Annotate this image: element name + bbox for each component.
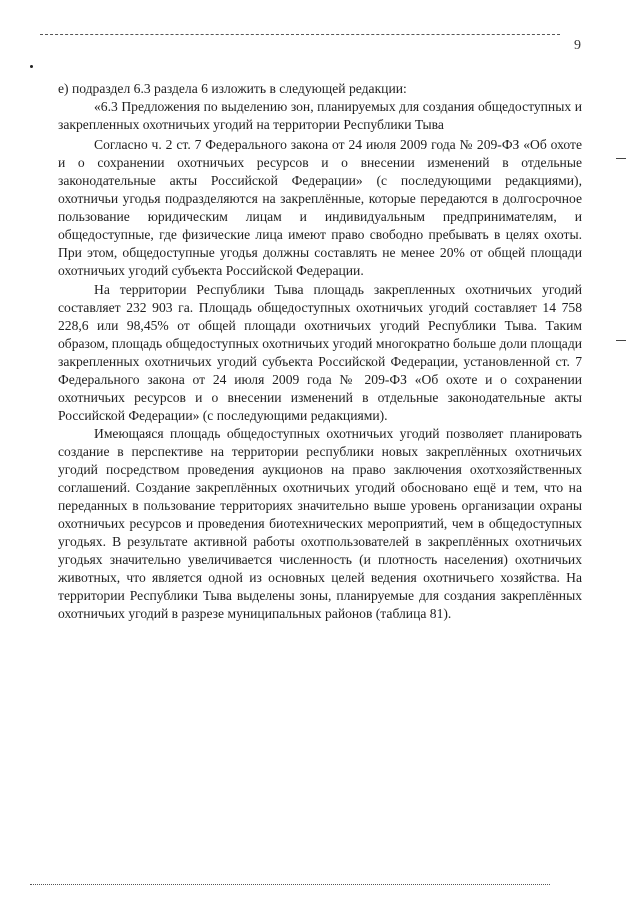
- body-paragraph-2: На территории Республики Тыва площадь закрепленных охотничьих угодий составляет 232 903 га. Площадь общедоступных охотничьих угодий составляет 14 758 228,6 или 98,45% от общей площади охотничьих угодий Республики Тыва. Таким образом, площадь общедоступных охотничьих угодий многократно больше доли площади закрепленных охотничьих угодий субъекта Российской Федерации, установленной ст. 7 Федерального закона от 24 июля 2009 года № 209-ФЗ «Об охоте и о сохранении охотничьих ресурсов и о внесении изменений в отдельные законодательные акты Российской Федерации» (с последующими редакциями).: [58, 281, 583, 423]
- document-body: [58, 80, 582, 623]
- scan-artifact-top-line: [40, 34, 560, 35]
- body-paragraph-3: Имеющаяся площадь общедоступных охотничьих угодий позволяет планировать создание в перспективе на территории республики новых закреплённых охотничьих угодий посредством проведения аукционов на право заключения охотхозяйственных соглашений. Создание закреплённых охотничьих угодий обосновано ещё и тем, что на переданных в пользование территориях значительно выше уровень организации охраны охотничьих ресурсов и проведения биотехнических мероприятий, чем в общедоступных угодьях. В результате активной работы охотпользователей в закреплённых охотничьих угодьях значительно увеличивается численность (и плотность населения) охотничьих животных, что является одной из основных целей ведения охотничьего хозяйства. На территории Республики Тыва выделены зоны, планируемые для создания закреплённых охотничьих угодий в разрезе муниципальных районов (таблица 81).: [58, 425, 582, 622]
- margin-tick: [616, 158, 626, 159]
- section-heading-paragraph: «6.3 Предложения по выделению зон, планируемых для создания общедоступных и закрепленных охотничьих угодий на территории Республики Тыва: [58, 99, 582, 133]
- page-number: 9: [574, 38, 581, 53]
- scan-artifact-bottom-line: [30, 884, 550, 885]
- margin-tick: [616, 340, 626, 341]
- body-paragraph-1: Согласно ч. 2 ст. 7 Федерального закона от 24 июля 2009 года № 209-ФЗ «Об охоте и о сохранении охотничьих ресурсов и о внесении изменений в отдельные законодательные акты Российской Федерации» (с последующими редакциями), охотничьи угодья подразделяются на закреплённые, которые передаются в долгосрочное пользование юридическим лицам и индивидуальным предпринимателям, и общедоступные, где физические лица имеют право свободно пребывать в целях охоты. При этом, общедоступные угодья должны составлять не менее 20% от общей площади охотничьих угодий субъекта Российской Федерации.: [58, 137, 582, 279]
- intro-paragraph: е) подраздел 6.3 раздела 6 изложить в следующей редакции:: [58, 81, 407, 96]
- scan-speck: [30, 65, 33, 68]
